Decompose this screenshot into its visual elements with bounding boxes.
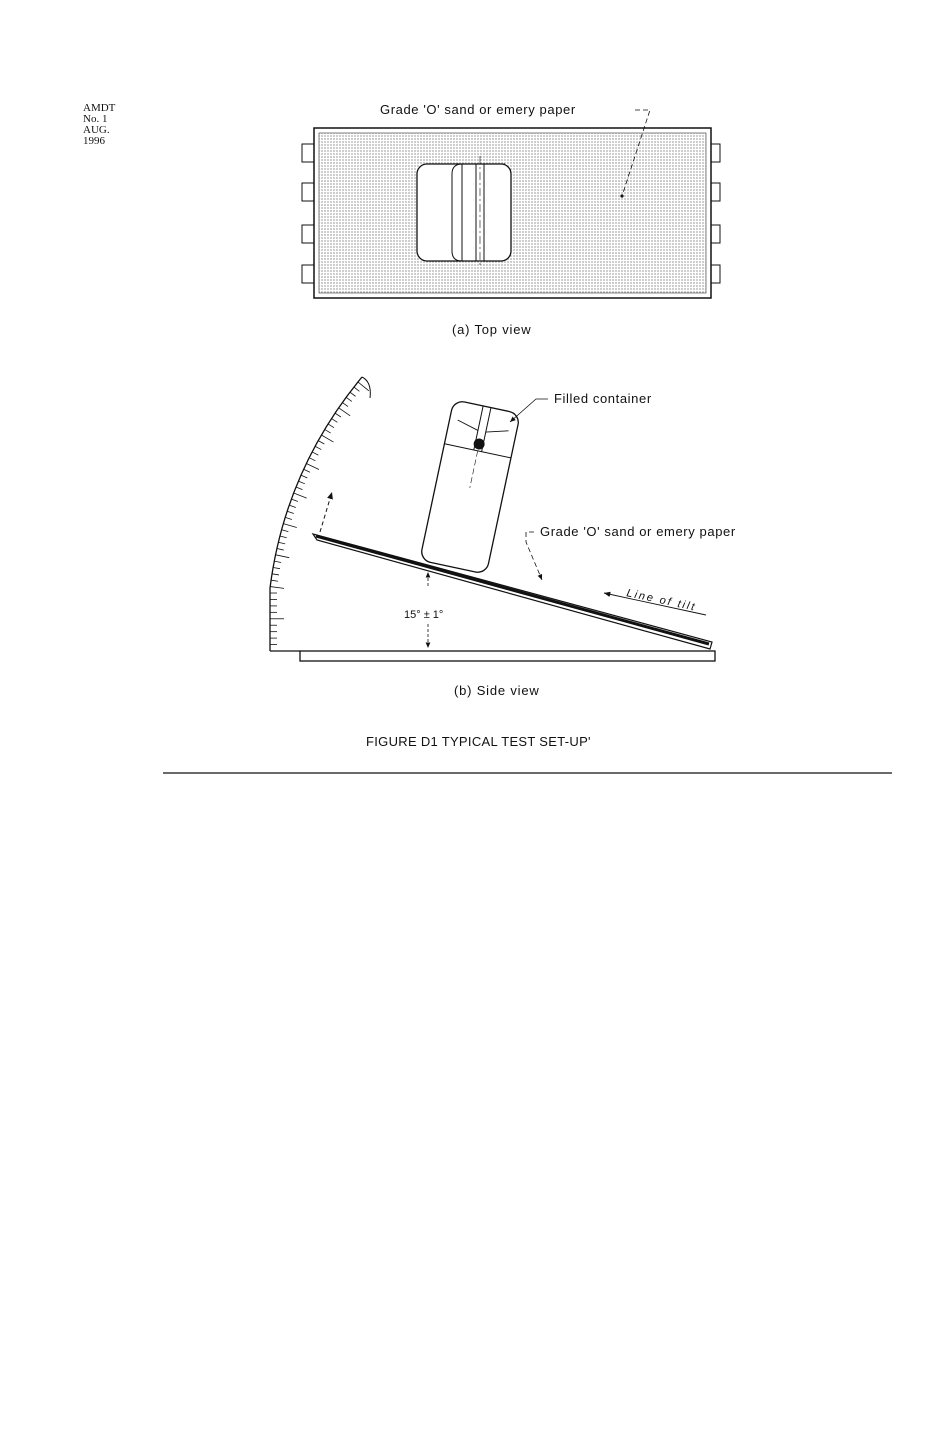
- side-paper-leader: [526, 532, 542, 580]
- protractor-tick: [301, 475, 307, 478]
- protractor-tick: [278, 542, 285, 544]
- protractor-tick: [285, 517, 292, 519]
- side-view-paper-label: Grade 'O' sand or emery paper: [540, 524, 736, 539]
- protractor-tick: [354, 387, 360, 391]
- protractor-tick: [283, 524, 296, 528]
- left-tab-1: [302, 144, 314, 162]
- left-tab-2: [302, 183, 314, 201]
- protractor-tick: [346, 397, 352, 401]
- angle-label: 15° ± 1°: [404, 609, 444, 621]
- amendment-line-3: AUG.: [83, 124, 110, 136]
- protractor-tick: [312, 452, 318, 455]
- top-view-drawing: [302, 110, 720, 298]
- amendment-line-4: 1996: [83, 135, 105, 147]
- protractor-tick: [332, 419, 338, 423]
- container-label: Filled container: [554, 391, 652, 406]
- protractor-tick: [335, 413, 341, 417]
- protractor-tick: [328, 424, 334, 428]
- protractor-tick: [276, 555, 290, 558]
- protractor-tick: [294, 493, 307, 498]
- protractor-tick: [306, 463, 319, 469]
- protractor-tick: [342, 403, 348, 407]
- protractor-tick: [272, 574, 279, 575]
- protractor-tick: [321, 435, 333, 442]
- protractor-tick: [291, 499, 298, 501]
- side-view-drawing: [270, 377, 715, 661]
- protractor-tick: [339, 408, 351, 416]
- protractor-tick: [282, 530, 289, 532]
- protractor-tick: [287, 511, 294, 513]
- base-plate: [300, 651, 715, 661]
- protractor-tick: [315, 446, 321, 449]
- protractor-tick: [350, 392, 356, 396]
- line-of-tilt-label: Line of tilt: [625, 587, 698, 614]
- protractor-tick: [358, 382, 369, 391]
- amendment-line-2: No. 1: [83, 113, 108, 125]
- protractor-tick: [289, 505, 296, 507]
- container-top-outline: [417, 164, 511, 261]
- protractor-tick: [298, 481, 304, 484]
- protractor-tick: [270, 587, 284, 589]
- protractor-arc: [270, 377, 362, 651]
- top-view-caption: (a) Top view: [452, 322, 532, 337]
- rotation-arrow: [320, 492, 332, 532]
- figure-title: FIGURE D1 TYPICAL TEST SET-UP': [366, 734, 591, 749]
- protractor-tick: [304, 469, 310, 472]
- sand-paper-area: [319, 133, 706, 293]
- amendment-line-1: AMDT: [83, 102, 116, 114]
- tilted-sand-paper: [316, 536, 709, 644]
- protractor-tick: [273, 567, 280, 568]
- left-tab-4: [302, 265, 314, 283]
- protractor-tick: [309, 458, 315, 461]
- protractor-tick: [271, 580, 278, 581]
- protractor-tick: [277, 549, 284, 551]
- protractor-tick: [318, 441, 324, 444]
- left-tab-3: [302, 225, 314, 243]
- protractor-tick: [325, 429, 331, 433]
- container-side: [420, 400, 521, 575]
- protractor-tick: [274, 561, 281, 562]
- protractor-tick: [280, 536, 287, 538]
- protractor-ticks: [270, 377, 369, 651]
- top-view-paper-label: Grade 'O' sand or emery paper: [380, 102, 576, 117]
- protractor-tick: [296, 487, 302, 490]
- side-view-caption: (b) Side view: [454, 683, 540, 698]
